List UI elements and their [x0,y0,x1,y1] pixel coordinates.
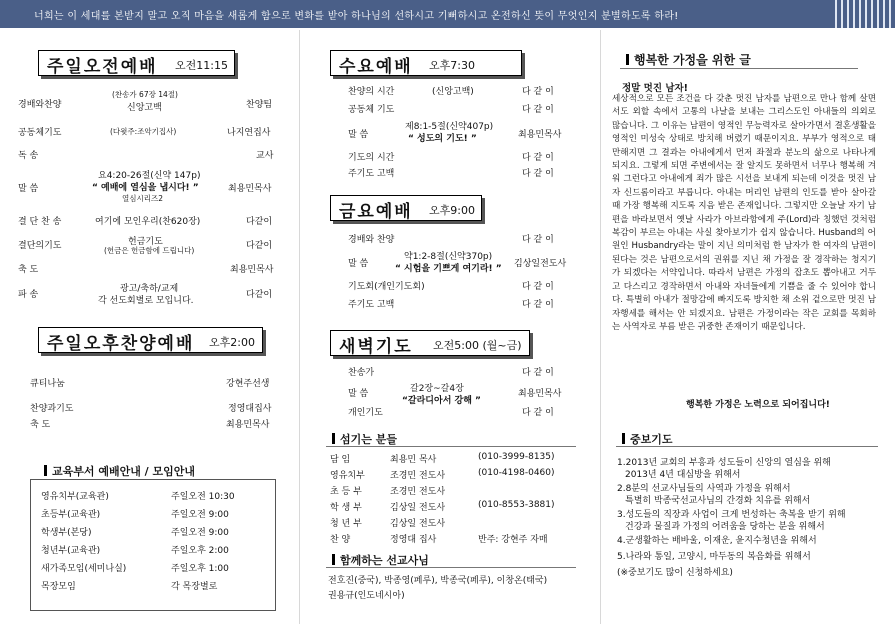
dawn-sermon-title: “갈라디아서 강해 ” [402,396,481,406]
wednesday-row-leader: 다 같 이 [522,105,554,115]
morning-service-header [38,50,235,76]
prayer-title: 중보기도 [622,431,673,447]
servant-phone: 반주: 강현주 자매 [478,535,548,545]
prayer-item-sub: 특별히 박종국선교사님의 간경화 치유를 위해서 [625,496,811,506]
morning-row-leader: 최용민목사 [230,265,274,275]
friday-sermon-title: “ 시험을 기쁘게 여기라! ” [395,264,502,274]
education-dept: 영유치부(교육관) [41,492,109,502]
wednesday-service-time: 오후7:30 [429,59,475,72]
education-time: 주일오후 2:00 [171,546,229,556]
morning-row-name: 결 단 찬 송 [18,217,62,227]
servant-phone: (010-3999-8135) [478,452,555,462]
afternoon-row-name: 축 도 [30,420,51,430]
education-dept: 새가족모임(세미나실) [41,564,127,574]
wednesday-sermon-title: “ 성도의 기도! ” [408,134,477,144]
column-divider-2 [600,30,601,624]
morning-row-mid: 광고/축하/교제 [120,284,179,294]
prayer-item: (※중보기도 많이 신청하세요) [617,568,733,578]
afternoon-service-time: 오후2:00 [209,336,255,349]
dawn-row-name: 말 씀 [348,389,369,399]
sermon-title: “ 예배에 열심을 냅시다! ” [92,183,199,193]
morning-row-mid: (찬송가 67장 14절) [112,90,178,99]
afternoon-row-leader: 최용민목사 [226,420,270,430]
family-title: 행복한 가정을 위한 글 [626,51,751,68]
morning-row-mid: 헌금기도 [128,237,163,247]
wednesday-row-name: 공동체 기도 [348,105,395,115]
morning-row-name: 파 송 [18,290,39,300]
morning-row-name: 결단의기도 [18,241,62,251]
morning-row-leader: 최용민목사 [228,184,272,194]
dawn-prayer-title: 새벽기도 [339,337,413,357]
education-box [30,479,276,611]
banner-verse: 너희는 이 세대를 본받지 말고 오직 마음을 새롭게 함으로 변화를 받아 하나님의 선하시고 기뻐하시고 온전하신 뜻이 무엇인지 분별하도록 하라! [34,11,679,22]
family-subtitle: 정말 멋진 남자! [622,83,689,94]
wednesday-row-leader: 최용민목사 [518,130,562,140]
servant-role: 찬 양 [330,535,351,545]
friday-service-title: 금요예배 [339,202,413,222]
wednesday-row-name: 주기도 고백 [348,169,395,179]
dawn-sermon-ref: 갈2장~갈4장 [410,384,464,394]
wednesday-row-name: 기도의 시간 [348,153,395,163]
education-dept: 목장모임 [41,582,76,592]
morning-row-name: 경배와찬양 [18,100,62,110]
servant-role: 초 등 부 [330,487,362,497]
morning-row-leader: 다같이 [246,217,273,227]
friday-service-header [330,195,482,221]
morning-row-mid: 각 선도회별로 모입니다. [98,296,194,306]
afternoon-row-name: 큐티나눔 [30,379,65,389]
missionaries-line: 권용규(인도네시아) [328,591,405,601]
servant-role: 담 임 [330,455,351,465]
education-time: 주일오전 9:00 [171,510,229,520]
education-time: 주일오전 10:30 [171,492,235,502]
education-time: 각 목장별로 [171,582,218,592]
morning-row-leader: 찬양팀 [246,100,273,110]
servant-name: 정영대 집사 [390,535,437,545]
morning-row-mid: 여기에 모인우리(찬620장) [95,217,201,227]
dawn-row-name: 찬송가 [348,368,375,378]
servants-rule [326,446,576,447]
wednesday-row-name: 찬양의 시간 [348,87,395,97]
family-closing: 행복한 가정은 노력으로 되어집니다! [686,400,830,410]
morning-row-name: 독 송 [18,151,39,161]
morning-service-time: 오전11:15 [175,59,228,72]
prayer-item: 2.8분의 선교사님들의 사역과 가정을 위해서 [617,484,791,494]
education-title: 교육부서 예배안내 / 모임안내 [44,463,195,479]
dawn-row-name: 개인기도 [348,408,383,418]
servant-name: 김상일 전도사 [390,503,446,513]
morning-service-title: 주일오전예배 [47,57,158,77]
prayer-item: 3.성도들의 직장과 사업이 크게 번성하는 축복을 받기 위해 [617,510,846,520]
wednesday-row-leader: 다 같 이 [522,169,554,179]
wednesday-sermon-ref: 제8:1-5절(신약407p) [405,122,494,132]
sermon-series: 열심시리즈2 [122,194,163,203]
afternoon-service-title: 주일오후찬양예배 [47,334,195,354]
morning-row-name: 말 씀 [18,184,39,194]
friday-service-time: 오후9:00 [429,204,475,217]
servant-name: 조경민 전도사 [390,471,446,481]
friday-row-name: 말 씀 [348,259,369,269]
friday-sermon-ref: 약1:2-8절(신약370p) [404,252,493,262]
servant-role: 학 생 부 [330,503,362,513]
wednesday-service-title: 수요예배 [339,57,413,77]
servant-role: 청 년 부 [330,519,362,529]
wednesday-row-leader: 다 같 이 [522,87,554,97]
morning-row-name: 공동체기도 [18,128,62,138]
friday-row-leader: 다 같 이 [522,300,554,310]
education-dept: 청년부(교육관) [41,546,101,556]
friday-row-leader: 다 같 이 [522,235,554,245]
top-banner [0,0,895,28]
dawn-row-leader: 다 같 이 [522,408,554,418]
missionaries-rule [326,567,576,568]
wednesday-row-leader: 다 같 이 [522,153,554,163]
dawn-prayer-header [330,330,530,356]
servant-name: 김상일 전도사 [390,519,446,529]
wednesday-service-header [330,50,522,76]
education-dept: 학생부(본당) [41,528,92,538]
morning-row-mid: (헌금은 헌금함에 드립니다) [104,246,195,255]
friday-row-leader: 다 같 이 [522,282,554,292]
morning-row-mid: 신앙고백 [127,103,162,113]
prayer-item-sub: 2013년 4년 대심방을 위해서 [625,470,741,480]
prayer-item: 1.2013년 교회의 부흥과 성도들이 신앙의 열심을 위해 [617,458,831,468]
morning-row-mid: (다윗주:조악기집사) [110,127,177,136]
sermon-reference: 요4:20-26절(신약 147p) [98,171,201,181]
family-body: 세상적으로 모든 조건을 다 갖춘 멋진 남자를 남편으로 만나 함께 살면서도 외할 속에서 고통의 나날을 보내는 그리스도인 아내들의 의외로 많습니다. 그 이유는 남편이 영적인 무능력자로 살아가면서 결혼생활을 영적인 미성숙 상태로 방치해 버렸기 때문이지요. 부부가 영적으로 태만해지면 그 결과는 아내에게서 먼저 좌절과 분노의 삶으로 나타나게 되지요. 그렇게 되면 주변에서는 잘 알지도 못하면서 너무나 행복해 겨워 그런다고 아내에게 죄가 많은 시선을 보내게 되는데 이것을 멋진 남자 신드롬이라고 부릅니다. 아내는 머리인 남편의 인도를 받아 살아갈 때 가장 행복해 지도록 지음 받은 존재입니다. 그렇지만 오늘날 자기 남편을 바라보면서 옛날 사라가 아브라함에게 주(Lord)라 칭했던 것처럼 복감이 부르는 아내는 사실 찾아보기가 쉽지 않습니다. Husband의 어원인 Husbandry라는 말이 지닌 의미처럼 한 남자가 한 여자의 남편이 된다는 것은 남편으로서의 권위를 지닌 채 가정을 잘 경작하는 청지기가 되겠다는 서약입니다. 따라서 남편은 가정의 잡초도 뽑아내고 거두고 다스리고 경작하면서 아내와 자녀들에게 기쁨을 줄 수 있어야 합니다. 특별히 아내가 절망감에 빠지도록 방치한 채 소위 겉으로만 멋진 남자행세를 해서는 안 되겠지요. 남편은 가정이라는 작은 교회를 목회하는 사역자로 부름 받은 귀중한 존재이기 때문입니다. [612,94,876,332]
prayer-rule [616,446,878,447]
friday-row-leader: 김상일전도사 [514,259,567,269]
servant-phone: (010-8553-3881) [478,500,555,510]
banner-stripes [835,0,895,28]
prayer-item-sub: 건강과 물질과 가정의 어려움을 당하는 분을 위해서 [625,522,825,532]
servant-phone: (010-4198-0460) [478,468,555,478]
column-divider-1 [299,30,300,624]
morning-row-name: 축 도 [18,265,39,275]
family-rule [620,68,858,69]
morning-row-leader: 다같이 [246,241,273,251]
wednesday-row-name: 말 씀 [348,130,369,140]
morning-row-leader: 나지연집사 [227,128,271,138]
servant-name: 조경민 전도사 [390,487,446,497]
friday-row-name: 기도회(개인기도회) [348,282,425,292]
wednesday-row-mid: (신앙고백) [432,87,474,97]
education-time: 주일오전 9:00 [171,528,229,538]
dawn-row-leader: 최용민목사 [518,389,562,399]
morning-row-leader: 다같이 [246,290,273,300]
afternoon-service-header [38,327,263,353]
missionaries-title: 함께하는 선교사님 [332,552,429,568]
morning-row-leader: 교사 [256,151,274,161]
missionaries-line: 전호진(중국), 박종영(페루), 박종국(페루), 이창온(태국) [328,576,548,586]
servants-title: 섬기는 분들 [332,431,397,447]
servant-name: 최용민 목사 [390,455,437,465]
education-dept: 초등부(교육관) [41,510,101,520]
education-time: 주일오후 1:00 [171,564,229,574]
friday-row-name: 주기도 고백 [348,300,395,310]
servant-role: 영유치부 [330,471,365,481]
afternoon-row-leader: 강현주선생 [226,379,270,389]
afternoon-row-name: 찬양과기도 [30,404,74,414]
dawn-row-leader: 다 같 이 [522,368,554,378]
prayer-item: 5.나라와 통일, 고양시, 마두동의 복음화를 위해서 [617,552,811,562]
friday-row-name: 경배와 찬양 [348,235,395,245]
prayer-item: 4.군생활하는 배바울, 이재운, 윤지수청년을 위해서 [617,536,817,546]
afternoon-row-leader: 정영대집사 [228,404,272,414]
dawn-prayer-time: 오전5:00 (월~금) [433,339,522,352]
